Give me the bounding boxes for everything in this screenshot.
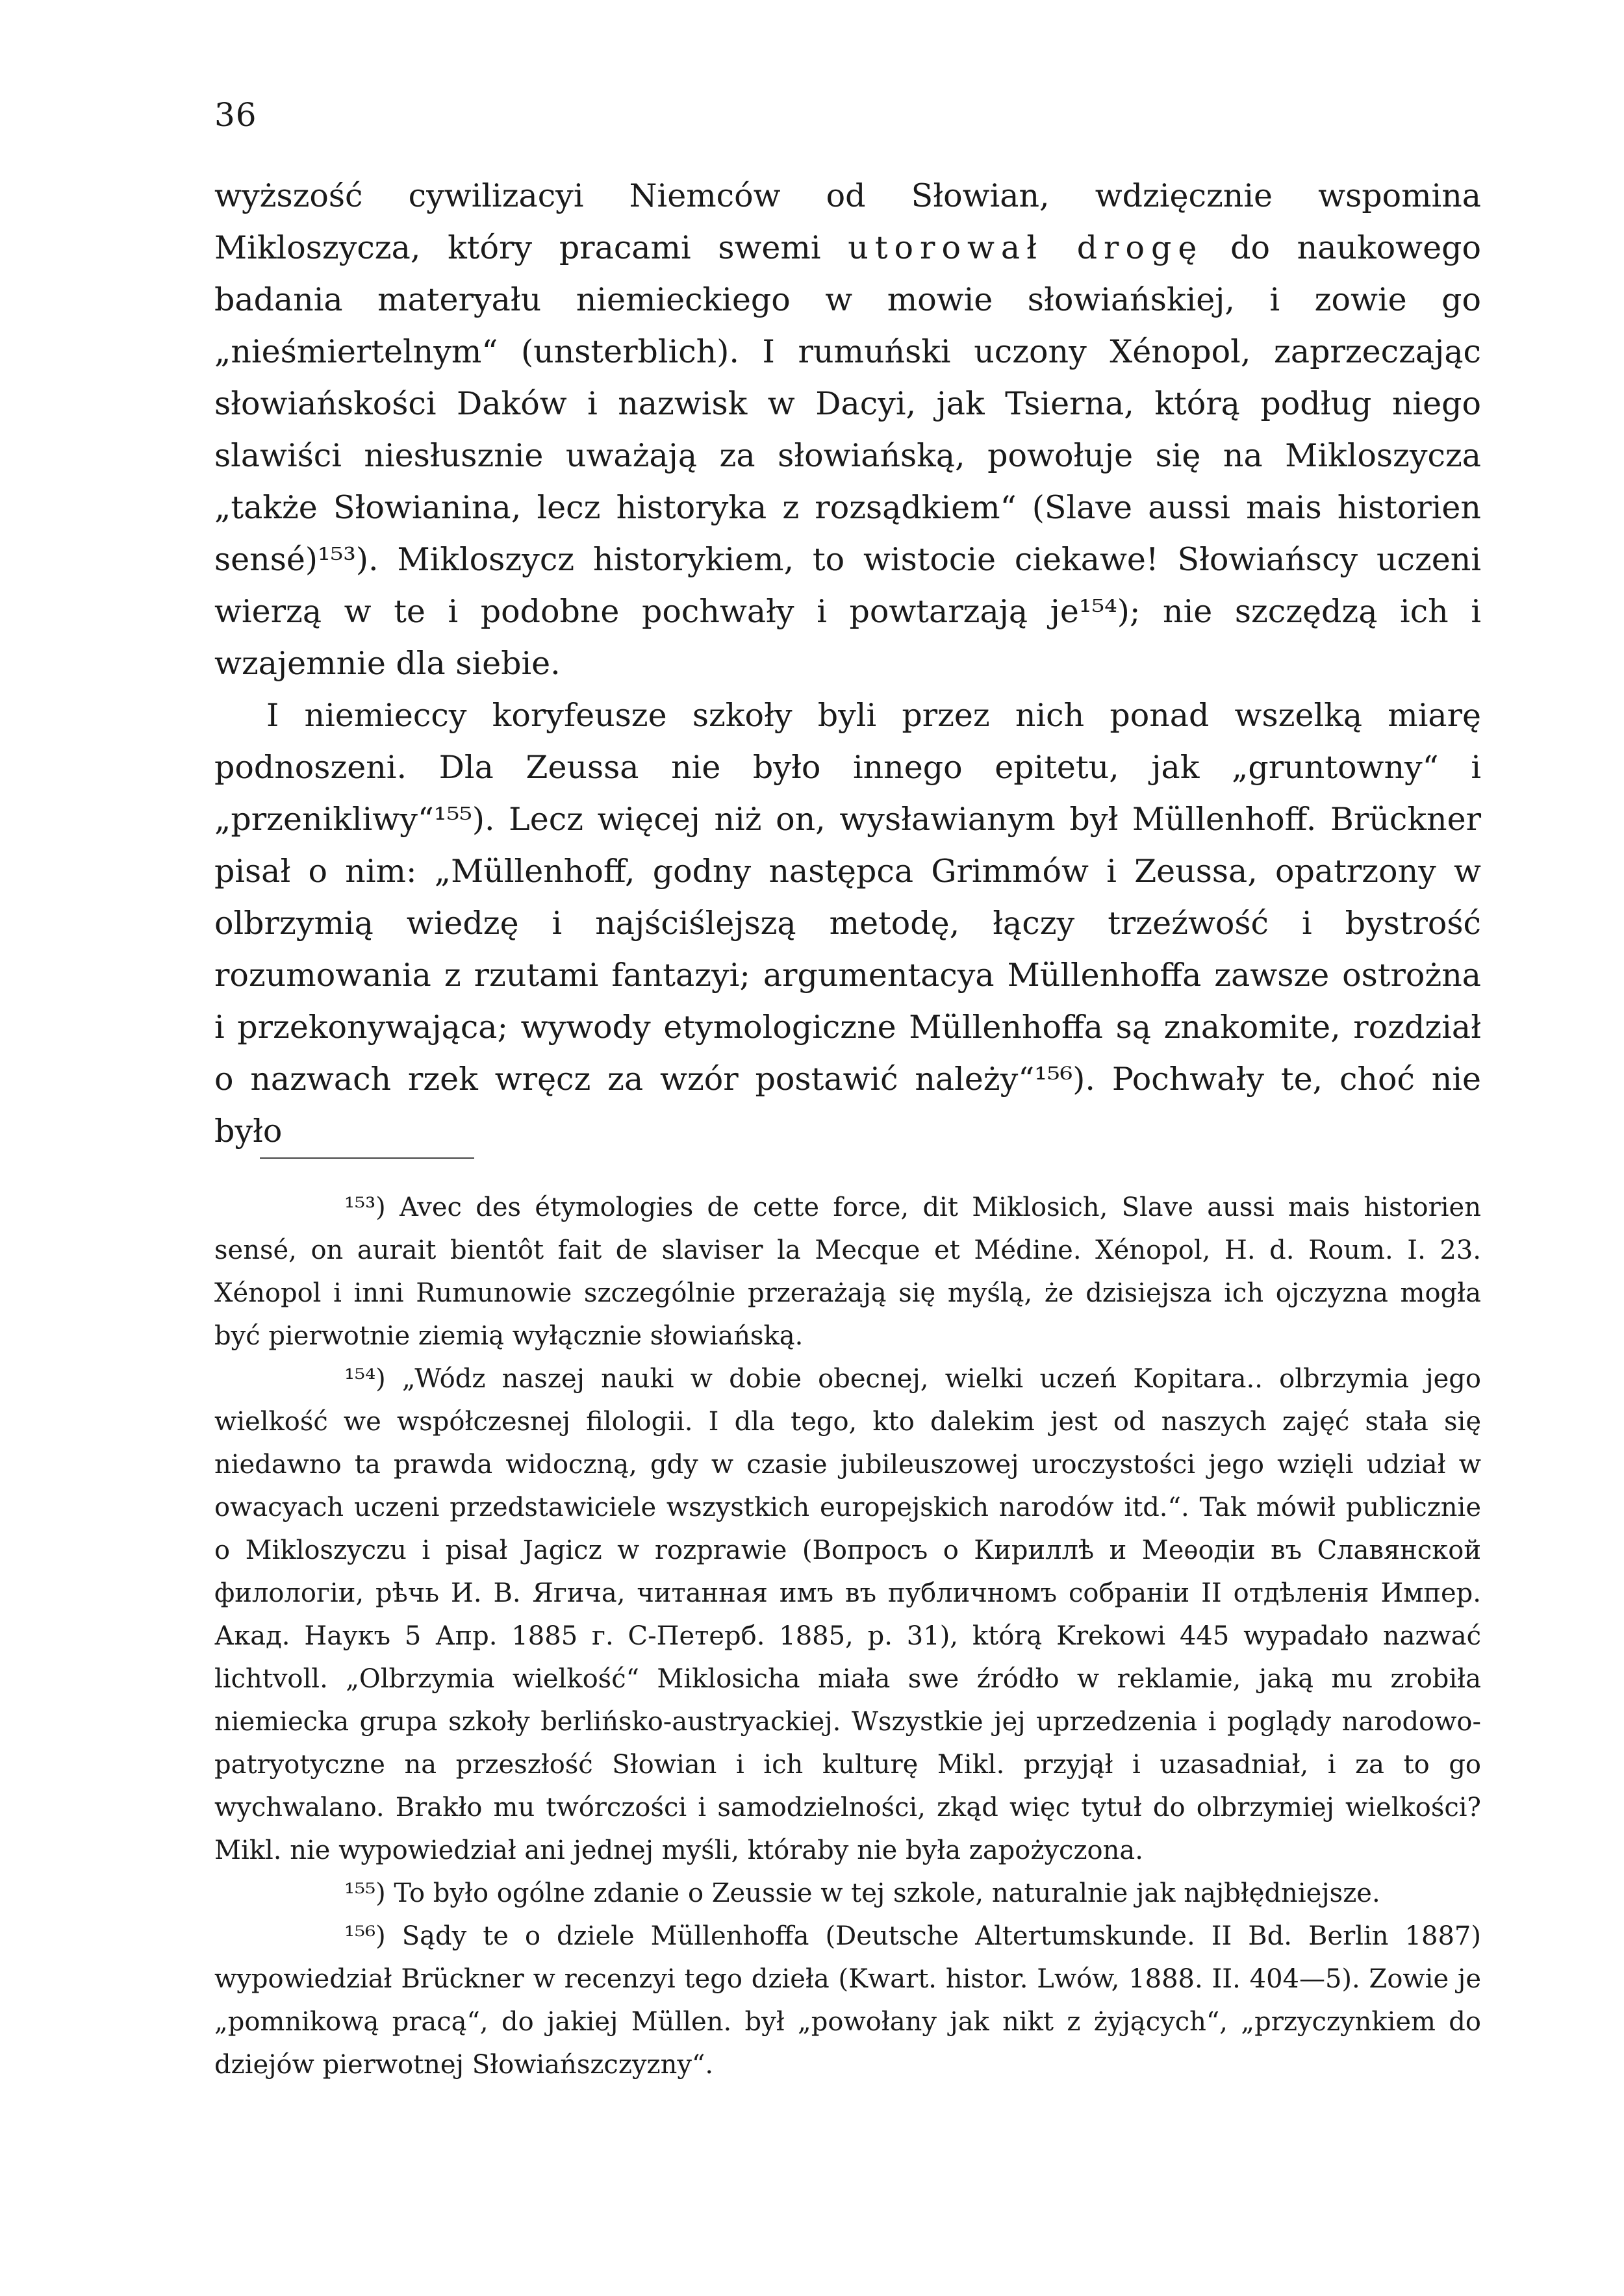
footnote-156: ¹⁵⁶) Sądy te o dziele Müllenhoffa (Deutsche Altertumskunde. II Bd. Berlin 1887) wypowiedział Brückner w recenzyi tego dzieła (Kwart. histor. Lwów, 1888. II. 404—5). Zowie je „pomnikową pracą“, do jakiej Müllen. był „powołany jak nikt z żyjących“, „przyczynkiem do dziejów pierwotnej Słowiańszczyzny“. <box>214 1921 1481 2080</box>
paragraph-2: I niemieccy koryfeusze szkoły byli przez nich ponad wszelką miarę podnoszeni. Dla Zeussa nie było innego epitetu, jak „gruntowny“ i „przenikliwy“¹⁵⁵). Lecz więcej niż on, wysławianym był Müllenhoff. Brückner pisał o nim: „Müllenhoff, godny następca Grimmów i Zeussa, opatrzony w olbrzymią wiedzę i najściślejszą metodę, łączy trzeźwość i bystrość rozumowania z rzutami fantazyi; argumentacya Müllenhoffa zawsze ostrożna i przekonywająca; wywody etymologiczne Müllenhoffa są znakomite, rozdział o nazwach rzek wręcz za wzór postawić należy“¹⁵⁶). Pochwały te, choć nie było <box>214 697 1481 1150</box>
paragraph-1 <box>214 170 1481 690</box>
paragraph-1-after: do naukowego badania materyału niemieckiego w mowie słowiańskiej, i zowie go „nieśmiertelnym“ (unsterblich). I rumuński uczony Xénopol, zaprzeczając słowiańskości Daków i nazwisk w Dacyi, jak Tsierna, którą podług niego slawiści niesłusznie uważają za słowiańską, powołuje się na Mikloszycza „także Słowianina, lecz historyka z rozsądkiem“ (Slave aussi mais historien sensé)¹⁵³). Mikloszycz historykiem, to wistocie ciekawe! Słowiańscy uczeni wierzą w te i podobne pochwały i powtarzają je¹⁵⁴); nie szczędzą ich i wzajemnie dla siebie. <box>214 229 1481 682</box>
paragraph-1-before: wyższość cywilizacyi Niemców od Słowian, wdzięcznie wspomina Mikloszycza, który pracami swemi <box>214 177 1481 266</box>
footnote-divider <box>260 1157 474 1159</box>
footnote-154: ¹⁵⁴) „Wódz naszej nauki w dobie obecnej, wielki uczeń Kopitara.. olbrzymia jego wielkość we współczesnej filologii. I dla tego, kto dalekim jest od naszych zajęć stała się niedawno ta prawda widoczną, gdy w czasie jubileuszowej uroczystości jego wzięli udział w owacyach uczeni przedstawiciele wszystkich europejskich narodów itd.“. Tak mówił publicznie o Mikloszyczu i pisał Jagicz w rozprawie (Вопросъ о Кириллѣ и Меѳодіи въ Славянской филологіи, рѣчь И. В. Ягича, читанная имъ въ публичномъ собраніи II отдѣленія Импер. Акад. Наукъ 5 Апр. 1885 г. С-Петерб. 1885, p. 31), którą Krekowi 445 wypadało nazwać lichtvoll. „Olbrzymia wielkość“ Miklosicha miała swe źródło w reklamie, jaką mu zrobiła niemiecka grupa szkoły berlińsko-austryackiej. Wszystkie jej uprzedzenia i poglądy narodowo-patryotyczne na przeszłość Słowian i ich kulturę Mikl. przyjął i uzasadniał, i za to go wychwalano. Brakło mu twórczości i samodzielności, zkąd więc tytuł do olbrzymiej wielkości? Mikl. nie wypowiedział ani jednej myśli, któraby nie była zapożyczona. <box>214 1364 1481 1865</box>
footnote-155: ¹⁵⁵) To było ogólne zdanie o Zeussie w tej szkole, naturalnie jak najbłędniejsze. <box>344 1878 1380 1908</box>
spaced-emphasis: utorował drogę <box>848 229 1204 266</box>
footnote-153: ¹⁵³) Avec des étymologies de cette force, dit Miklosich, Slave aussi mais historien sensé, on aurait bientôt fait de slaviser la Mecque et Médine. Xénopol, H. d. Roum. I. 23. Xénopol i inni Rumunowie szczególnie przerażają się myślą, że dzisiejsza ich ojczyzna mogła być pierwotnie ziemią wyłącznie słowiańską. <box>214 1192 1481 1351</box>
footnotes <box>214 1186 1481 2086</box>
page-number: 36 <box>214 96 257 134</box>
main-text <box>214 170 1481 1157</box>
